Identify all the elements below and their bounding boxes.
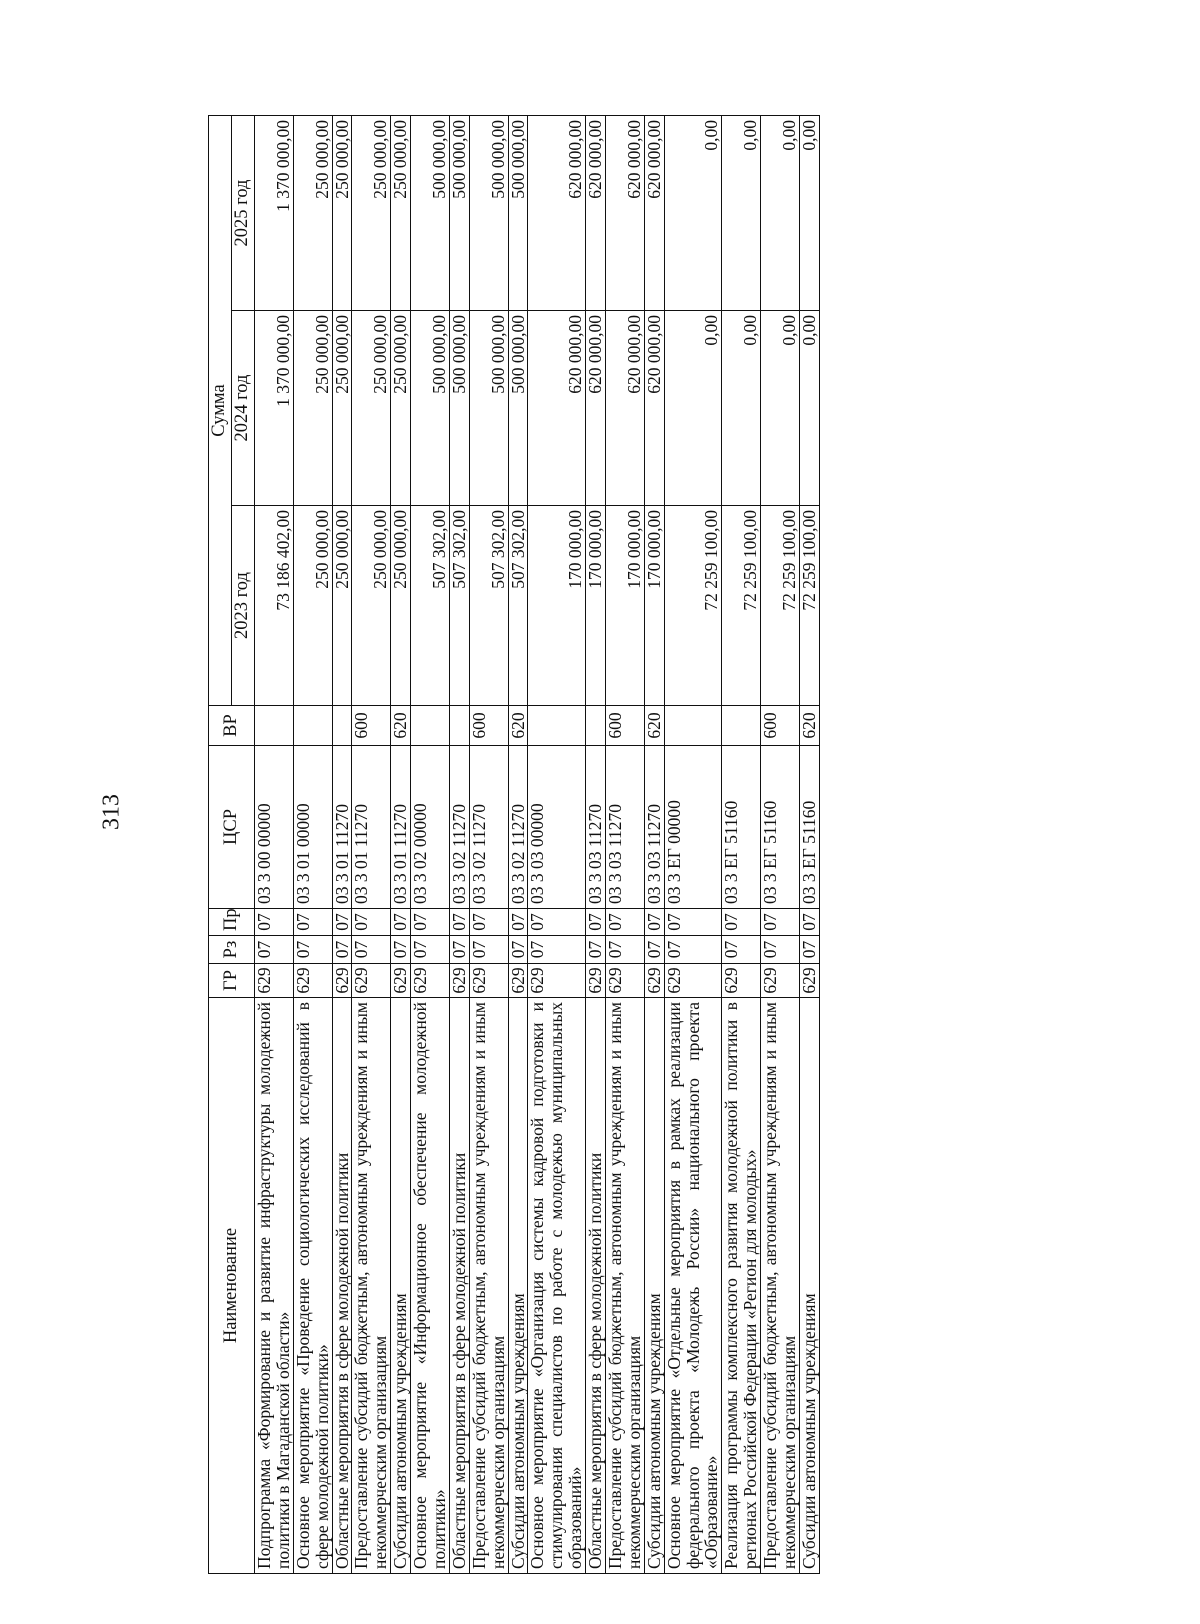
- header-vr: ВР: [209, 706, 255, 746]
- cell-amount-2025: 250 000,00: [352, 115, 391, 310]
- cell-pr: 07: [391, 909, 411, 936]
- cell-gr: 629: [508, 964, 528, 998]
- budget-table: [208, 115, 820, 1574]
- cell-gr: 629: [722, 964, 761, 998]
- cell-csr: 03 3 ЕГ 51160: [722, 746, 761, 909]
- table-row: [411, 115, 450, 1573]
- table-row: [664, 115, 722, 1573]
- cell-csr: 03 3 01 11270: [352, 746, 391, 909]
- cell-amount-2025: 620 000,00: [606, 115, 645, 310]
- cell-amount-2023: 250 000,00: [352, 506, 391, 706]
- cell-amount-2025: 620 000,00: [528, 115, 586, 310]
- cell-amount-2023: 170 000,00: [606, 506, 645, 706]
- cell-gr: 629: [799, 964, 819, 998]
- cell-csr: 03 3 03 11270: [606, 746, 645, 909]
- cell-amount-2024: 0,00: [664, 311, 722, 506]
- cell-vr: 620: [391, 706, 411, 746]
- cell-amount-2024: 620 000,00: [606, 311, 645, 506]
- cell-amount-2025: 0,00: [664, 115, 722, 310]
- cell-pr: 07: [469, 909, 508, 936]
- cell-name: Предоставление субсидий бюджетным, автономным учреждениям и иным некоммерческим организациям: [606, 998, 645, 1574]
- cell-vr: 620: [508, 706, 528, 746]
- cell-gr: 629: [293, 964, 332, 998]
- cell-pr: 07: [508, 909, 528, 936]
- cell-vr: [293, 706, 332, 746]
- cell-name: Предоставление субсидий бюджетным, автономным учреждениям и иным некоммерческим организациям: [761, 998, 800, 1574]
- cell-amount-2023: 170 000,00: [644, 506, 664, 706]
- page-number: 313: [98, 794, 125, 830]
- cell-amount-2024: 250 000,00: [352, 311, 391, 506]
- cell-name: Предоставление субсидий бюджетным, автономным учреждениям и иным некоммерческим организациям: [469, 998, 508, 1574]
- cell-vr: [255, 706, 294, 746]
- cell-pr: 07: [293, 909, 332, 936]
- table-body: [255, 115, 820, 1573]
- cell-rz: 07: [293, 936, 332, 964]
- header-name: Наименование: [209, 998, 255, 1574]
- cell-amount-2024: 0,00: [799, 311, 819, 506]
- cell-pr: 07: [411, 909, 450, 936]
- cell-csr: 03 3 ЕГ 51160: [799, 746, 819, 909]
- cell-rz: 07: [508, 936, 528, 964]
- cell-name: Подпрограмма «Формирование и развитие инфраструктуры молодежной политики в Магаданской области»: [255, 998, 294, 1574]
- cell-amount-2025: 0,00: [722, 115, 761, 310]
- cell-amount-2024: 0,00: [761, 311, 800, 506]
- cell-rz: 07: [761, 936, 800, 964]
- cell-amount-2024: 0,00: [722, 311, 761, 506]
- cell-rz: 07: [352, 936, 391, 964]
- cell-pr: 07: [332, 909, 352, 936]
- cell-pr: 07: [352, 909, 391, 936]
- table-row: [352, 115, 391, 1573]
- cell-amount-2024: 250 000,00: [391, 311, 411, 506]
- cell-csr: 03 3 03 00000: [528, 746, 586, 909]
- cell-amount-2025: 1 370 000,00: [255, 115, 294, 310]
- cell-vr: 600: [352, 706, 391, 746]
- cell-amount-2023: 72 259 100,00: [761, 506, 800, 706]
- table-row: [255, 115, 294, 1573]
- cell-amount-2025: 620 000,00: [586, 115, 606, 310]
- cell-rz: 07: [332, 936, 352, 964]
- cell-vr: 620: [799, 706, 819, 746]
- cell-rz: 07: [664, 936, 722, 964]
- cell-vr: 600: [761, 706, 800, 746]
- cell-amount-2024: 620 000,00: [644, 311, 664, 506]
- cell-amount-2025: 250 000,00: [332, 115, 352, 310]
- cell-amount-2025: 250 000,00: [293, 115, 332, 310]
- header-pr: Пр: [209, 909, 255, 936]
- cell-gr: 629: [449, 964, 469, 998]
- cell-vr: [411, 706, 450, 746]
- cell-amount-2023: 72 259 100,00: [722, 506, 761, 706]
- table-row: [528, 115, 586, 1573]
- cell-pr: 07: [255, 909, 294, 936]
- cell-gr: 629: [664, 964, 722, 998]
- table-row: [761, 115, 800, 1573]
- cell-vr: [722, 706, 761, 746]
- cell-csr: 03 3 00 00000: [255, 746, 294, 909]
- cell-amount-2023: 72 259 100,00: [664, 506, 722, 706]
- cell-pr: 07: [664, 909, 722, 936]
- cell-gr: 629: [332, 964, 352, 998]
- cell-csr: 03 3 02 11270: [508, 746, 528, 909]
- cell-amount-2025: 500 000,00: [469, 115, 508, 310]
- cell-name: Реализация программы комплексного развития молодежной политики в регионах Российской Федерации «Регион для молодых»: [722, 998, 761, 1574]
- cell-amount-2024: 250 000,00: [293, 311, 332, 506]
- cell-gr: 629: [644, 964, 664, 998]
- cell-rz: 07: [255, 936, 294, 964]
- cell-rz: 07: [449, 936, 469, 964]
- header-csr: ЦСР: [209, 746, 255, 909]
- table-row: [586, 115, 606, 1573]
- table-row: [391, 115, 411, 1573]
- cell-amount-2024: 500 000,00: [449, 311, 469, 506]
- cell-pr: 07: [586, 909, 606, 936]
- cell-name: Областные мероприятия в сфере молодежной политики: [586, 998, 606, 1574]
- cell-csr: 03 3 03 11270: [644, 746, 664, 909]
- cell-pr: 07: [799, 909, 819, 936]
- cell-amount-2024: 500 000,00: [411, 311, 450, 506]
- cell-pr: 07: [722, 909, 761, 936]
- cell-csr: 03 3 ЕГ 51160: [761, 746, 800, 909]
- cell-rz: 07: [411, 936, 450, 964]
- cell-name: Областные мероприятия в сфере молодежной политики: [449, 998, 469, 1574]
- table-row: [332, 115, 352, 1573]
- table-row: [293, 115, 332, 1573]
- cell-amount-2024: 500 000,00: [469, 311, 508, 506]
- cell-rz: 07: [722, 936, 761, 964]
- cell-rz: 07: [469, 936, 508, 964]
- cell-vr: [528, 706, 586, 746]
- cell-rz: 07: [528, 936, 586, 964]
- cell-vr: [332, 706, 352, 746]
- header-rz: Рз: [209, 936, 255, 964]
- header-year-2023: 2023 год: [232, 506, 255, 706]
- cell-gr: 629: [352, 964, 391, 998]
- cell-amount-2025: 500 000,00: [411, 115, 450, 310]
- cell-amount-2023: 73 186 402,00: [255, 506, 294, 706]
- cell-amount-2025: 500 000,00: [508, 115, 528, 310]
- cell-rz: 07: [586, 936, 606, 964]
- table-row: [644, 115, 664, 1573]
- cell-gr: 629: [411, 964, 450, 998]
- table-row: [722, 115, 761, 1573]
- rotated-page-content: [208, 116, 1088, 1574]
- cell-csr: 03 3 03 11270: [586, 746, 606, 909]
- table-row: [469, 115, 508, 1573]
- header-gr: ГР: [209, 964, 255, 998]
- cell-vr: 620: [644, 706, 664, 746]
- table-header: [209, 115, 255, 1573]
- cell-gr: 629: [469, 964, 508, 998]
- cell-gr: 629: [391, 964, 411, 998]
- cell-amount-2023: 72 259 100,00: [799, 506, 819, 706]
- cell-amount-2025: 0,00: [761, 115, 800, 310]
- cell-amount-2024: 620 000,00: [528, 311, 586, 506]
- cell-pr: 07: [449, 909, 469, 936]
- cell-rz: 07: [606, 936, 645, 964]
- cell-rz: 07: [799, 936, 819, 964]
- cell-name: Областные мероприятия в сфере молодежной политики: [332, 998, 352, 1574]
- cell-amount-2023: 250 000,00: [332, 506, 352, 706]
- cell-pr: 07: [606, 909, 645, 936]
- cell-vr: 600: [606, 706, 645, 746]
- cell-name: Основное мероприятие «Организация системы кадровой подготовки и стимулирования специалистов по работе с молодежью муниципальных образований»: [528, 998, 586, 1574]
- cell-amount-2023: 250 000,00: [293, 506, 332, 706]
- cell-csr: 03 3 02 00000: [411, 746, 450, 909]
- cell-csr: 03 3 02 11270: [469, 746, 508, 909]
- cell-amount-2023: 507 302,00: [469, 506, 508, 706]
- cell-amount-2024: 250 000,00: [332, 311, 352, 506]
- cell-name: Субсидии автономным учреждениям: [391, 998, 411, 1574]
- cell-amount-2023: 507 302,00: [508, 506, 528, 706]
- cell-name: Субсидии автономным учреждениям: [508, 998, 528, 1574]
- cell-csr: 03 3 ЕГ 00000: [664, 746, 722, 909]
- table-row: [799, 115, 819, 1573]
- cell-name: Предоставление субсидий бюджетным, автономным учреждениям и иным некоммерческим организациям: [352, 998, 391, 1574]
- header-year-2025: 2025 год: [232, 115, 255, 310]
- cell-rz: 07: [644, 936, 664, 964]
- cell-amount-2023: 170 000,00: [528, 506, 586, 706]
- header-sum: Сумма: [209, 115, 232, 705]
- cell-gr: 629: [586, 964, 606, 998]
- cell-name: Субсидии автономным учреждениям: [644, 998, 664, 1574]
- table-row: [606, 115, 645, 1573]
- cell-amount-2023: 170 000,00: [586, 506, 606, 706]
- cell-pr: 07: [644, 909, 664, 936]
- cell-csr: 03 3 01 00000: [293, 746, 332, 909]
- cell-csr: 03 3 02 11270: [449, 746, 469, 909]
- cell-name: Основное мероприятие «Информационное обеспечение молодежной политики»: [411, 998, 450, 1574]
- cell-amount-2023: 250 000,00: [391, 506, 411, 706]
- cell-gr: 629: [606, 964, 645, 998]
- cell-amount-2024: 500 000,00: [508, 311, 528, 506]
- cell-amount-2025: 0,00: [799, 115, 819, 310]
- cell-vr: [449, 706, 469, 746]
- cell-amount-2023: 507 302,00: [411, 506, 450, 706]
- cell-vr: 600: [469, 706, 508, 746]
- cell-amount-2025: 620 000,00: [644, 115, 664, 310]
- cell-rz: 07: [391, 936, 411, 964]
- cell-amount-2023: 507 302,00: [449, 506, 469, 706]
- cell-name: Основное мероприятие «Проведение социологических исследований в сфере молодежной политики»: [293, 998, 332, 1574]
- header-year-2024: 2024 год: [232, 311, 255, 506]
- cell-vr: [664, 706, 722, 746]
- cell-gr: 629: [255, 964, 294, 998]
- cell-amount-2025: 250 000,00: [391, 115, 411, 310]
- table-row: [449, 115, 469, 1573]
- cell-name: Субсидии автономным учреждениям: [799, 998, 819, 1574]
- cell-vr: [586, 706, 606, 746]
- cell-csr: 03 3 01 11270: [391, 746, 411, 909]
- cell-amount-2024: 1 370 000,00: [255, 311, 294, 506]
- table-row: [508, 115, 528, 1573]
- cell-pr: 07: [761, 909, 800, 936]
- cell-csr: 03 3 01 11270: [332, 746, 352, 909]
- cell-amount-2024: 620 000,00: [586, 311, 606, 506]
- cell-gr: 629: [761, 964, 800, 998]
- cell-amount-2025: 500 000,00: [449, 115, 469, 310]
- cell-gr: 629: [528, 964, 586, 998]
- cell-pr: 07: [528, 909, 586, 936]
- cell-name: Основное мероприятие «Отдельные мероприятия в рамках реализации федерального проекта «Молодежь России» национального проекта «Образование»: [664, 998, 722, 1574]
